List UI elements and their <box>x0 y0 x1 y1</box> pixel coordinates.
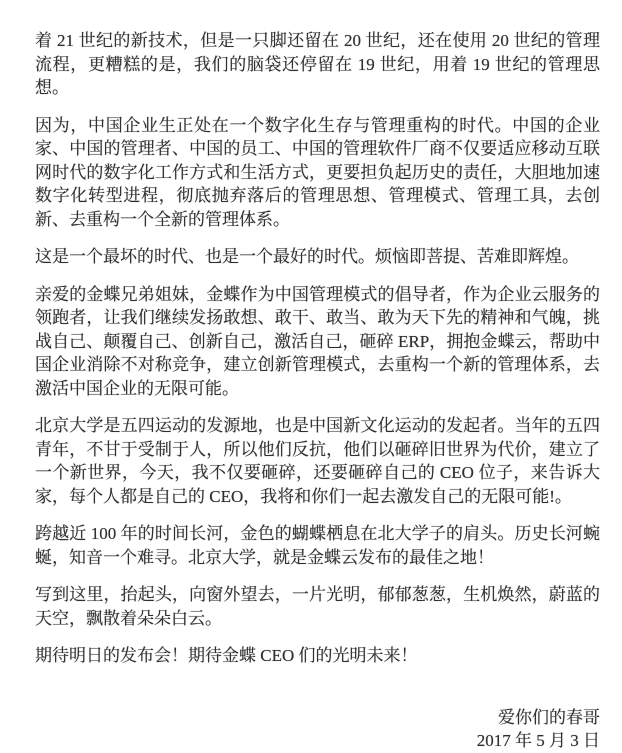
signature-date: 2017 年 5 月 3 日 <box>476 731 600 750</box>
paragraph-5: 北京大学是五四运动的发源地，也是中国新文化运动的发起者。当年的五四青年，不甘于受制于人，所以他们反抗，他们以砸碎旧世界为代价，建立了一个新世界，今天，我不仅要砸碎，还要砸碎自己的 CEO 位子，来告诉大家，每个人都是自己的 CEO，我将和你们一起去激发自己的无限可能!。 <box>35 416 600 506</box>
paragraph-6: 跨越近 100 年的时间长河，金色的蝴蝶栖息在北大学子的肩头。历史长河蜿蜒，知音一个难寻。北京大学，就是金蝶云发布的最佳之地！ <box>35 524 600 567</box>
paragraph-1: 着 21 世纪的新技术，但是一只脚还留在 20 世纪，还在使用 20 世纪的管理流程，更糟糕的是，我们的脑袋还停留在 19 世纪，用着 19 世纪的管理思想。 <box>35 31 600 97</box>
paragraph-3: 这是一个最坏的时代、也是一个最好的时代。烦恼即菩提、苦难即辉煌。 <box>35 247 579 266</box>
signature-name: 爱你们的春哥 <box>498 707 600 727</box>
paragraph-8: 期待明日的发布会！期待金蝶 CEO 们的光明未来！ <box>35 646 418 665</box>
signature-block <box>35 706 600 753</box>
paragraph-7: 写到这里，抬起头，向窗外望去，一片光明，郁郁葱葱，生机焕然，蔚蓝的天空，飘散着朵朵白云。 <box>35 585 600 628</box>
paragraph-4: 亲爱的金蝶兄弟姐妹，金蝶作为中国管理模式的倡导者，作为企业云服务的领跑者，让我们继续发扬敢想、敢干、敢当、敢为天下先的精神和气魄，挑战自己、颠覆自己、创新自己，激活自己，砸碎 ERP，拥抱金蝶云，帮助中国企业消除不对称竞争，建立创新管理模式，去重构一个新的管理体系，去激活中国企业的无限可能。 <box>35 284 600 398</box>
paragraph-2: 因为，中国企业生正处在一个数字化生存与管理重构的时代。中国的企业家、中国的管理者、中国的员工、中国的管理软件厂商不仅要适应移动互联网时代的数字化工作方式和生活方式，更要担负起历史的责任，大胆地加速数字化转型进程，彻底抛弃落后的管理思想、管理模式、管理工具，去创新、去重构一个全新的管理体系。 <box>35 115 600 229</box>
